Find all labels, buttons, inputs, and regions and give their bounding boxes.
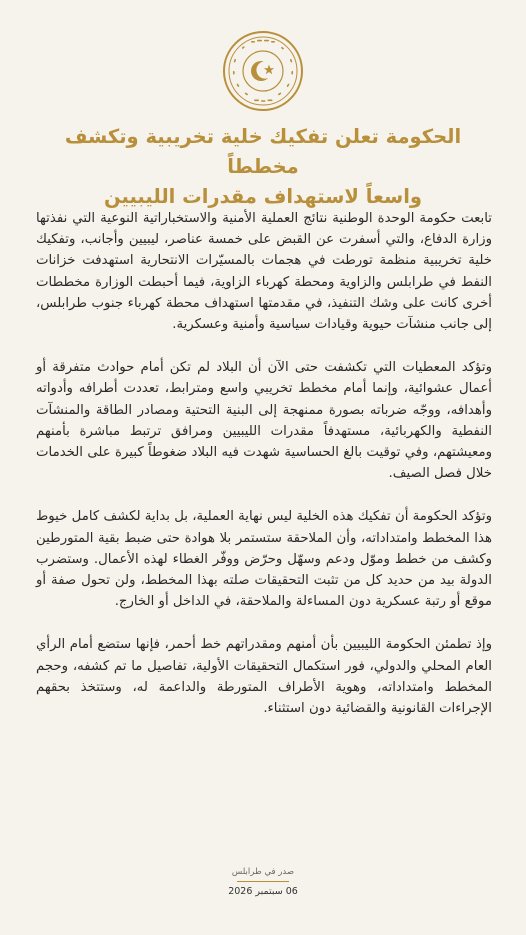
government-emblem [222, 30, 304, 112]
title-line-2: واسعاً لاستهداف مقدرات الليبيين [103, 185, 423, 208]
government-seal-icon [222, 30, 304, 112]
paragraph-4: وإذ تطمئن الحكومة الليبيين بأن أمنهم ومقدراتهم خط أحمر، فإنها ستضع أمام الرأي العام المحلي والدولي، فور استكمال التحقيقات الأولية، تفاصيل ما تم كشفه، وحجم المخطط وامتداداته، وهوية الأطراف المتورطة والداعمة له، وستتخذ بحقهم الإجراءات القانونية والقضائية دون استثناء. [36, 637, 492, 717]
statement-title [40, 122, 486, 212]
statement-footer [0, 865, 526, 899]
title-line-1: الحكومة تعلن تفكيك خلية تخريبية وتكشف مخططاً [64, 125, 462, 178]
paragraph-2: وتؤكد المعطيات التي تكشفت حتى الآن أن البلاد لم تكن أمام حوادث متفرقة أو أعمال عشوائية، وإنما أمام مخطط تخريبي واسع ومترابط، تعددت أطرافه وأدواته وأهدافه، ووجّه ضرباته بصورة ممنهجة إلى البنية التحتية ومصادر الطاقة والمنشآت النفطية والكهربائية، مستهدفاً مقدرات الليبيين ومرافق ترتبط مباشرة بأمنهم ومعيشتهم، وفي توقيت بالغ الحساسية شهدت فيه البلاد ضغوطاً كبيرة على الخدمات خلال فصل الصيف. [36, 360, 492, 482]
footer-divider [237, 881, 289, 882]
issue-date: 06 سبتمبر 2026 [228, 886, 298, 897]
issued-location: صدر في طرابلس [231, 867, 295, 877]
statement-body [36, 208, 492, 741]
paragraph-3: وتؤكد الحكومة أن تفكيك هذه الخلية ليس نهاية العملية، بل بداية لكشف كامل خيوط هذا المخطط وامتداداته، وأن الملاحقة ستستمر بلا هوادة حتى ضبط بقية المتورطين وكشف من خطط وموّل ودعم وسهّل وحرّض ووفّر الغطاء لهذه الأعمال. وستضرب الدولة بيد من حديد كل من تثبت التحقيقات صلته بهذا المخطط، ولن تحول صفة أو موقع أو رتبة عسكرية دون المساءلة والملاحقة، في الداخل أو الخارج. [36, 509, 492, 610]
paragraph-1: تابعت حكومة الوحدة الوطنية نتائج العملية الأمنية والاستخباراتية النوعية التي نفذتها وزارة الدفاع، والتي أسفرت عن القبض على خمسة عناصر، ليبيين وأجانب، وتفكيك خلية تخريبية منظمة تورطت في هجمات بالمسيّرات الانتحارية استهدفت خزانات النفط في طرابلس والزاوية ومحطة كهرباء الزاوية، فيما أحبطت الوزارة مخططات أخرى كانت على وشك التنفيذ، في مقدمتها استهداف محطة كهرباء جنوب طرابلس، إلى جانب منشآت حيوية وقيادات سياسية وأمنية وعسكرية. [36, 211, 492, 333]
